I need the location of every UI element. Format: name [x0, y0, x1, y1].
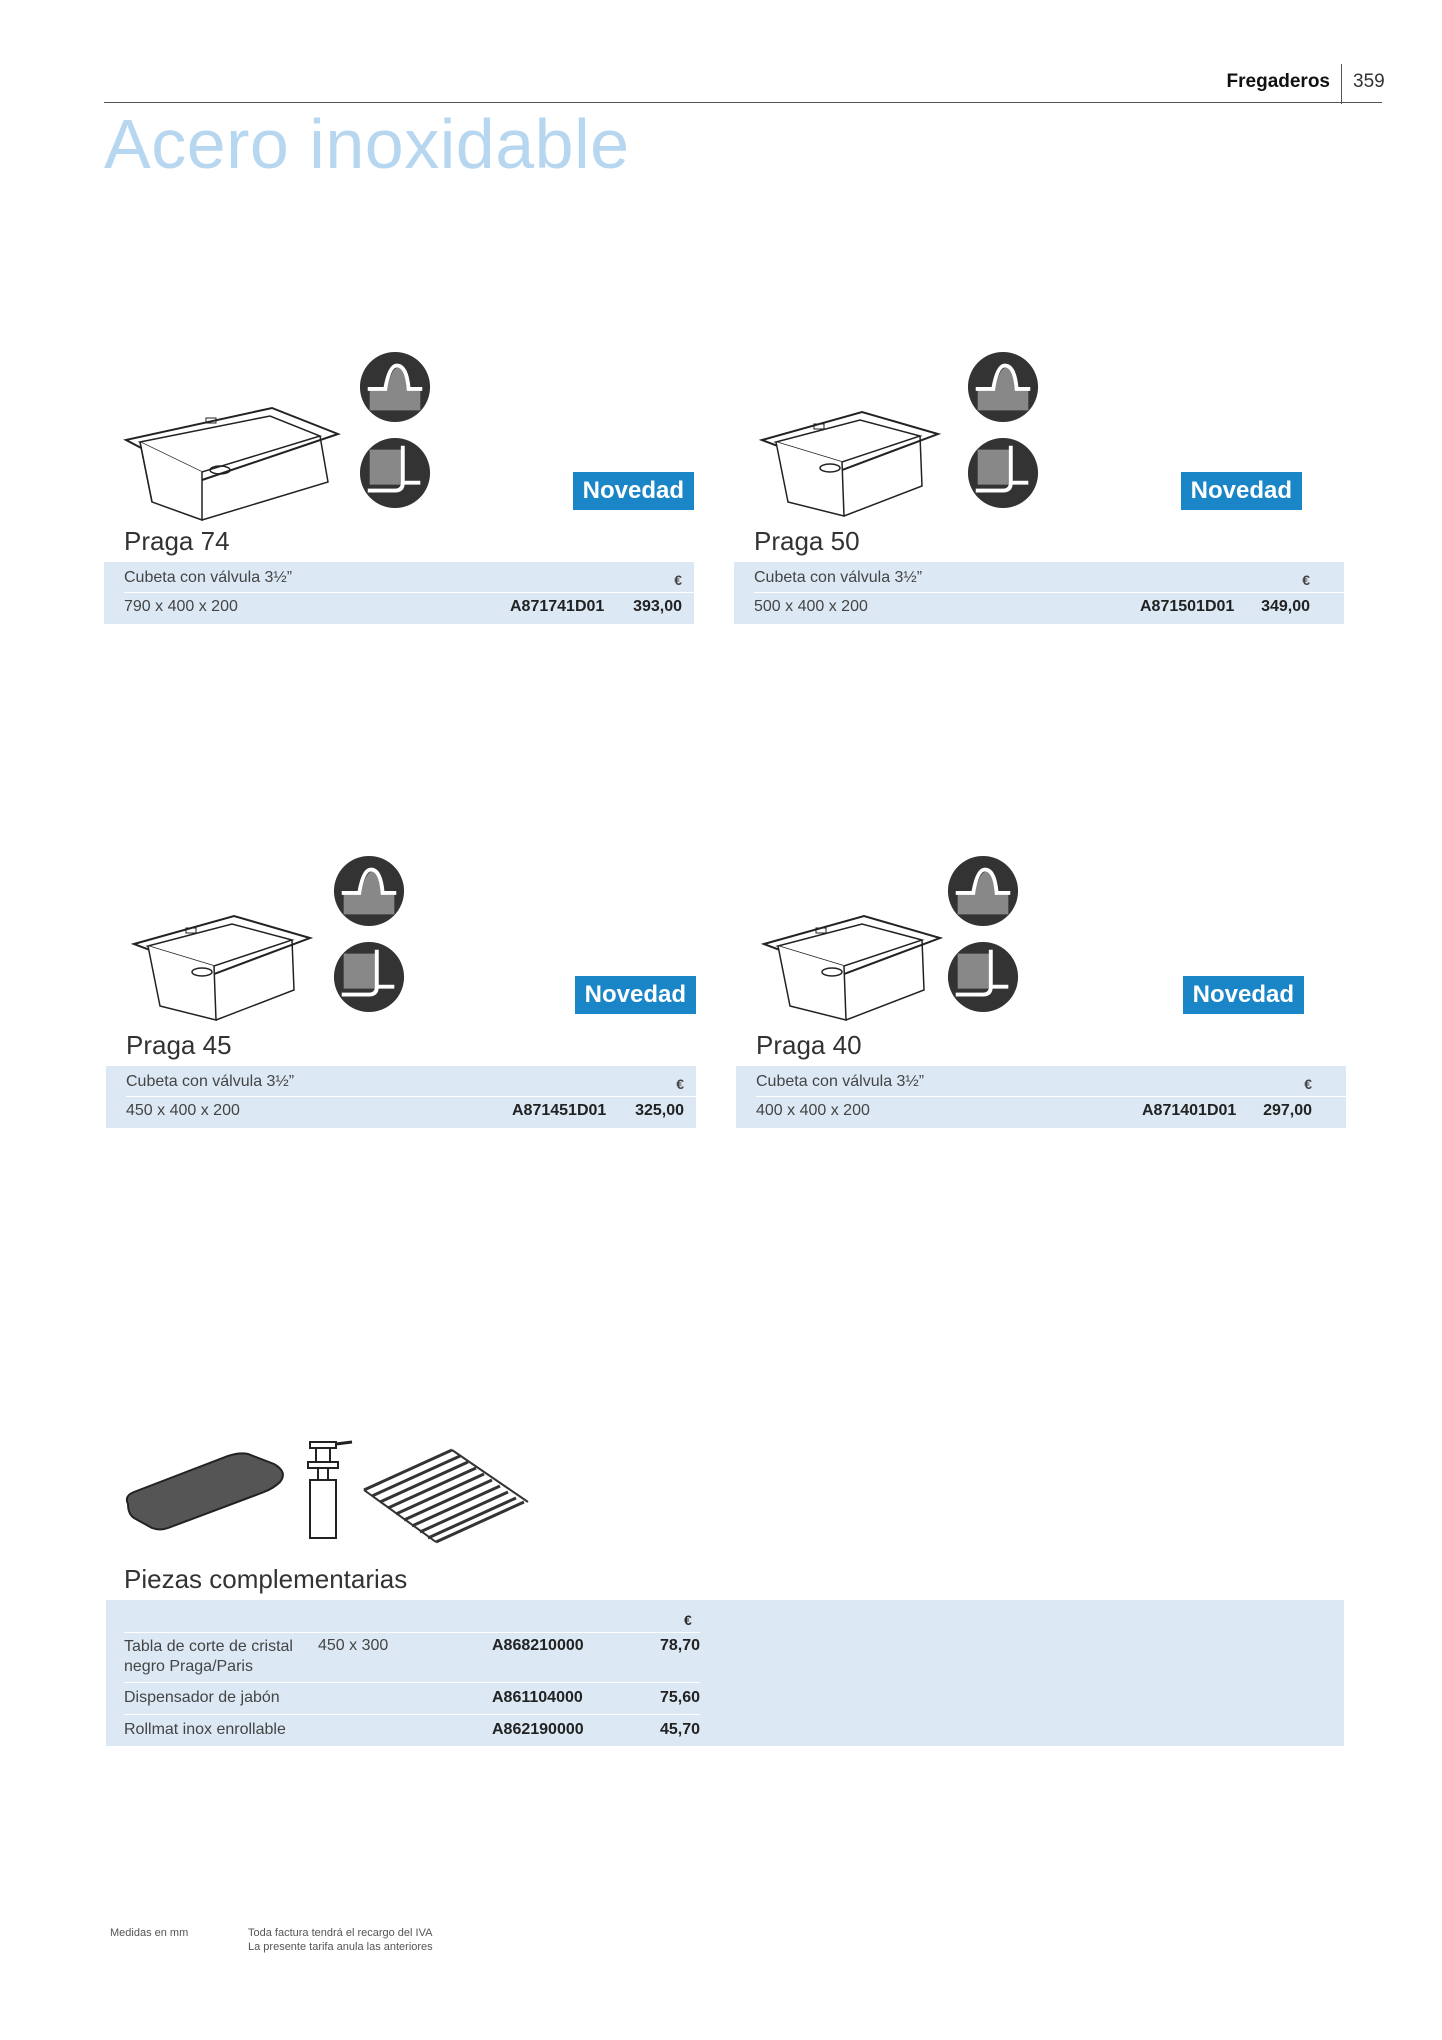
currency-label: € — [1302, 572, 1310, 588]
product-praga-40 — [736, 854, 1326, 1154]
accessory-code: A868210000 — [492, 1637, 584, 1654]
overmount-install-icon — [946, 854, 1020, 928]
table-row — [756, 1072, 1346, 1097]
section-title: Fregaderos — [1226, 71, 1330, 92]
undermount-install-icon — [358, 436, 432, 510]
product-dimensions: 500 x 400 x 200 — [754, 598, 868, 615]
product-name: Praga 50 — [754, 526, 860, 556]
product-table — [104, 562, 694, 624]
cutting-board-image — [124, 1448, 288, 1532]
accessory-price: 78,70 — [659, 1637, 700, 1654]
table-row — [124, 1714, 700, 1745]
undermount-install-icon — [332, 940, 406, 1014]
new-badge: Novedad — [573, 472, 694, 510]
table-row — [126, 1100, 696, 1124]
page-title: Acero inoxidable — [104, 105, 630, 183]
sink-image — [752, 390, 972, 530]
soap-dispenser-image — [296, 1438, 356, 1542]
product-praga-45 — [106, 854, 696, 1154]
currency-label: € — [674, 572, 682, 588]
product-description: Cubeta con válvula 3½” — [124, 569, 293, 586]
table-row — [124, 568, 694, 593]
product-name: Praga 74 — [124, 526, 230, 556]
product-code: A871501D01 — [1140, 598, 1235, 615]
product-dimensions: 450 x 400 x 200 — [126, 1102, 240, 1119]
product-code: A871401D01 — [1142, 1102, 1237, 1119]
table-row — [754, 568, 1344, 593]
new-badge: Novedad — [575, 976, 696, 1014]
overmount-install-icon — [966, 350, 1040, 424]
header-rule — [104, 102, 1382, 103]
currency-label: € — [676, 1076, 684, 1092]
product-code: A871451D01 — [512, 1102, 607, 1119]
table-row — [754, 596, 1344, 620]
product-price: 349,00 — [1261, 598, 1310, 615]
sink-image — [124, 894, 344, 1034]
accessory-size: 450 x 300 — [318, 1637, 389, 1654]
new-badge: Novedad — [1183, 976, 1304, 1014]
footer-units: Medidas en mm — [110, 1927, 189, 1939]
product-name: Praga 40 — [756, 1030, 862, 1060]
product-description: Cubeta con válvula 3½” — [126, 1073, 295, 1090]
footer-notes — [248, 1926, 433, 1954]
accessory-name: Rollmat inox enrollable — [124, 1721, 286, 1738]
table-row — [124, 1632, 700, 1681]
sink-image — [754, 894, 974, 1034]
product-table — [734, 562, 1344, 624]
product-table — [106, 1066, 696, 1128]
currency-label: € — [684, 1612, 692, 1628]
accessory-name: Tabla de corte de cristal negro Praga/Paris — [124, 1638, 293, 1675]
product-dimensions: 790 x 400 x 200 — [124, 598, 238, 615]
accessory-name: Dispensador de jabón — [124, 1689, 280, 1706]
accessory-price: 75,60 — [659, 1689, 700, 1706]
product-description: Cubeta con válvula 3½” — [754, 569, 923, 586]
overmount-install-icon — [332, 854, 406, 928]
new-badge: Novedad — [1181, 472, 1302, 510]
product-praga-50 — [734, 350, 1324, 650]
product-dimensions: 400 x 400 x 200 — [756, 1102, 870, 1119]
currency-label: € — [1304, 1076, 1312, 1092]
table-row — [124, 596, 694, 620]
table-row — [126, 1072, 696, 1097]
rollmat-image — [362, 1444, 534, 1544]
product-price: 393,00 — [633, 598, 682, 615]
accessory-price: 45,70 — [659, 1721, 700, 1738]
accessory-code: A861104000 — [492, 1689, 583, 1706]
product-table — [736, 1066, 1346, 1128]
footer-note: Toda factura tendrá el recargo del IVA — [248, 1927, 433, 1939]
page-number: 359 — [1353, 71, 1385, 92]
undermount-install-icon — [966, 436, 1040, 510]
undermount-install-icon — [946, 940, 1020, 1014]
sink-image — [122, 390, 342, 530]
footer-note: La presente tarifa anula las anteriores — [248, 1941, 433, 1953]
table-row — [756, 1100, 1346, 1124]
product-praga-74 — [104, 350, 694, 650]
accessories-table — [106, 1600, 1344, 1746]
accessories-title: Piezas complementarias — [124, 1564, 408, 1594]
accessory-code: A862190000 — [492, 1721, 584, 1738]
table-row — [124, 1682, 700, 1713]
product-price: 325,00 — [635, 1102, 684, 1119]
overmount-install-icon — [358, 350, 432, 424]
product-description: Cubeta con válvula 3½” — [756, 1073, 925, 1090]
product-code: A871741D01 — [510, 598, 605, 615]
product-name: Praga 45 — [126, 1030, 232, 1060]
product-price: 297,00 — [1263, 1102, 1312, 1119]
header-separator — [1341, 64, 1342, 104]
